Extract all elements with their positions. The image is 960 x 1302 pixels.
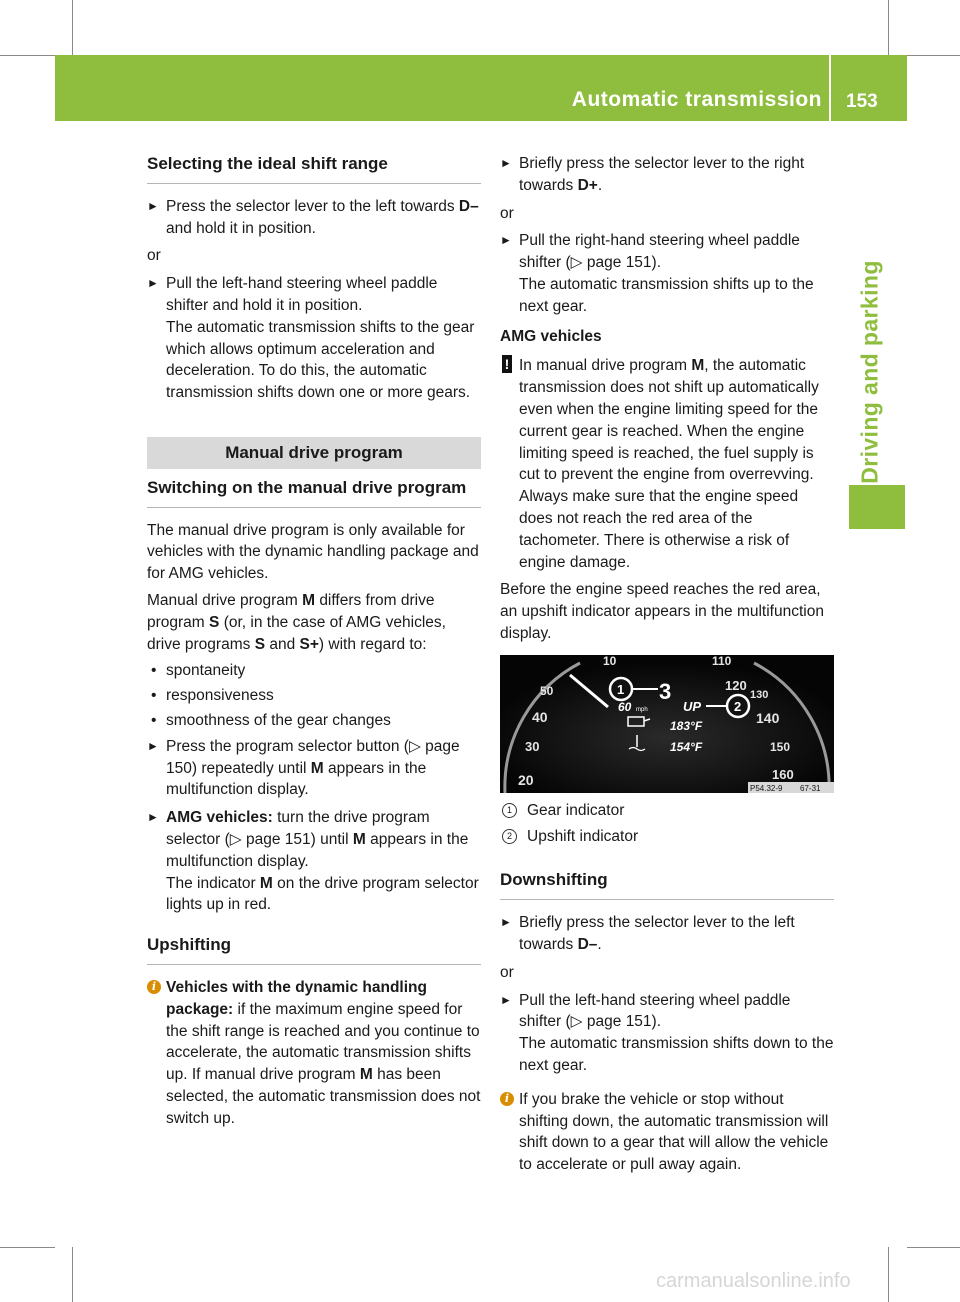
upshift-indicator: UP xyxy=(683,698,702,714)
arrow-icon: ► xyxy=(147,198,159,213)
crop-mark xyxy=(907,55,960,56)
image-code: 67-31 xyxy=(800,783,821,793)
or-text: or xyxy=(500,204,514,222)
dial-number: 120 xyxy=(725,677,747,693)
section-band-manual-drive: Manual drive program xyxy=(147,437,481,469)
instruction-step: ► Pull the left-hand steering wheel paddle shifter and hold it in position. The automatic transmission shifts to the gear which allows optimum acceleration and deceleration. To do this, the automatic transmission shifts down one or more gears. xyxy=(147,275,475,402)
instruction-step: ► Press the program selector button (▷ page 150) repeatedly until M appears in the multifunction display. xyxy=(147,737,460,799)
arrow-icon: ► xyxy=(500,915,512,930)
info-icon: i xyxy=(500,1092,514,1106)
dial-number: 20 xyxy=(518,771,534,788)
instrument-cluster-image xyxy=(500,655,834,793)
dial-number: 50 xyxy=(540,683,554,698)
instrument-cluster-graphic xyxy=(500,655,834,793)
crop-mark xyxy=(888,0,889,55)
instruction-step: ► Pull the left-hand steering wheel paddle shifter (▷ page 151). The automatic transmission shifts down to the next gear. xyxy=(500,991,834,1074)
coolant-temperature: 154°F xyxy=(670,739,703,754)
arrow-icon: ► xyxy=(147,810,159,825)
watermark: carmanualsonline.info xyxy=(656,1270,851,1292)
crop-mark xyxy=(0,1247,55,1248)
caption-item: 1 Gear indicator xyxy=(500,800,834,822)
left-column xyxy=(147,153,481,1129)
list-item: • spontaneity xyxy=(147,660,481,682)
number-2-icon: 2 xyxy=(502,829,517,844)
marker-number: 1 xyxy=(617,681,625,697)
dial-number: 40 xyxy=(532,708,548,725)
arrow-icon: ► xyxy=(147,276,159,291)
crop-mark xyxy=(907,1247,960,1248)
bullet-list xyxy=(147,660,481,731)
exclamation-icon: ! xyxy=(502,355,512,373)
instruction-step: ► Briefly press the selector lever to the left towards D–. xyxy=(500,914,795,953)
bullet-icon: • xyxy=(151,687,157,705)
speed-readout: 60 xyxy=(618,699,632,714)
paragraph: Manual drive program M differs from drive program S (or, in the case of AMG vehicles, drive programs S and S+) with regard to: xyxy=(147,591,446,653)
oil-temperature: 183°F xyxy=(670,718,703,733)
dial-number: 110 xyxy=(712,654,732,668)
instruction-step: ► Briefly press the selector lever to the right towards D+. xyxy=(500,155,805,194)
header-divider xyxy=(829,55,831,121)
side-tab xyxy=(849,485,905,529)
crop-mark xyxy=(72,0,73,55)
list-item: • smoothness of the gear changes xyxy=(147,710,481,732)
crop-mark xyxy=(888,1247,889,1302)
info-icon: i xyxy=(147,980,161,994)
paragraph: The manual drive program is only available for vehicles with the dynamic handling package and for AMG vehicles. xyxy=(147,521,479,583)
page-number: 153 xyxy=(846,91,878,112)
number-1-icon: 1 xyxy=(502,803,517,818)
side-section-label: Driving and parking xyxy=(856,260,883,484)
or-text: or xyxy=(147,247,161,265)
dial-number: 10 xyxy=(603,654,617,668)
bullet-icon: • xyxy=(151,662,157,680)
instruction-step: ► AMG vehicles: turn the drive program selector (▷ page 151) until M appears in the multifunction display. The indicator M on the drive program selector lights up in red. xyxy=(147,809,479,914)
crop-mark xyxy=(0,55,55,56)
figure-captions xyxy=(500,800,834,848)
right-column xyxy=(500,153,834,1176)
paragraph: Before the engine speed reaches the red area, an upshift indicator appears in the multifunction display. xyxy=(500,581,824,642)
list-item: • responsiveness xyxy=(147,685,481,707)
dial-number: 140 xyxy=(756,709,780,726)
instruction-step: ► Pull the right-hand steering wheel paddle shifter (▷ page 151). The automatic transmission shifts up to the next gear. xyxy=(500,232,814,315)
gear-indicator: 3 xyxy=(659,678,672,704)
dial-number: 130 xyxy=(750,688,769,701)
bullet-icon: • xyxy=(151,711,157,729)
marker-number: 2 xyxy=(734,698,742,714)
crop-mark xyxy=(72,1247,73,1302)
arrow-icon: ► xyxy=(500,992,512,1007)
warning-note: ! In manual drive program M, the automatic transmission does not shift up automatically even when the engine limiting speed for the current gear is reached. When the engine limiting speed is reached, the fuel supply is cut to prevent the engine from overrevving. Always make sure that the engine speed does not reach the red area of the tachometer. There is otherwise a risk of engine damage. xyxy=(500,355,834,573)
subheading-amg-vehicles: AMG vehicles xyxy=(500,327,602,345)
heading-switching-manual: Switching on the manual drive program xyxy=(147,477,481,508)
or-text: or xyxy=(500,963,514,981)
heading-selecting-shift-range: Selecting the ideal shift range xyxy=(147,153,481,184)
arrow-icon: ► xyxy=(500,156,512,170)
image-code: P54.32-9 xyxy=(750,783,783,793)
dial-number: 30 xyxy=(525,738,540,754)
heading-downshifting: Downshifting xyxy=(500,869,834,900)
chapter-title: Automatic transmission xyxy=(571,88,822,111)
dial-number: 150 xyxy=(770,739,791,754)
arrow-icon: ► xyxy=(147,738,159,753)
info-note: i Vehicles with the dynamic handling package: if the maximum engine speed for the shift range is reached and you continue to accelerate, the automatic transmission shifts up. If manual drive program M has been selected, the automatic transmission does not switch up. xyxy=(147,977,481,1130)
heading-upshifting: Upshifting xyxy=(147,934,481,965)
dial-number: 160 xyxy=(772,766,794,782)
arrow-icon: ► xyxy=(500,233,512,248)
speed-unit: mph xyxy=(636,706,648,713)
info-note: i If you brake the vehicle or stop without shifting down, the automatic transmission will shift down to a gear that will allow the vehicle to accelerate or pull away again. xyxy=(500,1089,834,1176)
instruction-step: ► Press the selector lever to the left towards D– and hold it in position. xyxy=(147,197,479,237)
caption-item: 2 Upshift indicator xyxy=(500,826,834,848)
